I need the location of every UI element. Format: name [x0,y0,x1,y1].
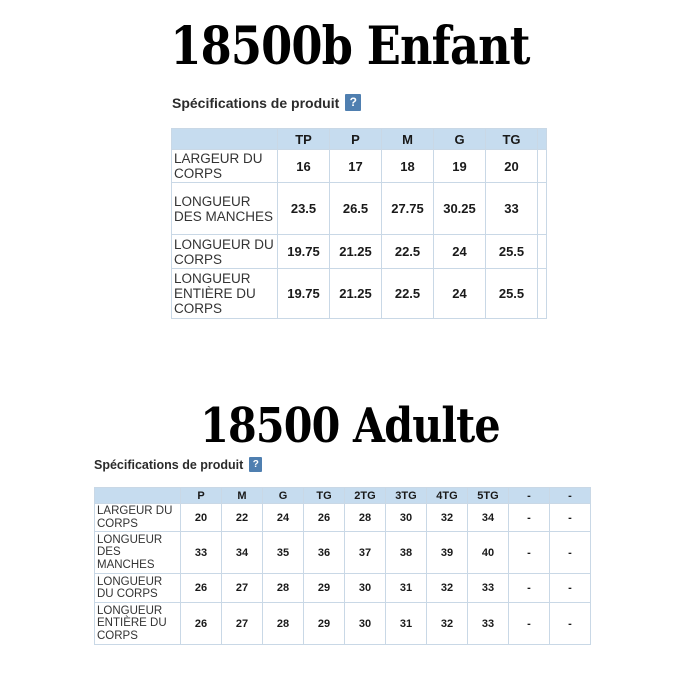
table-cell: 36 [304,532,345,574]
size-header: M [222,488,263,504]
table-cell: 39 [427,532,468,574]
adult-spec-title [94,457,262,472]
size-header: P [181,488,222,504]
spacer-cell [538,269,547,319]
child-heading: 18500b Enfant [170,16,530,77]
table-cell: 16 [278,150,330,183]
table-cell: 22 [222,504,263,532]
table-cell: 27.75 [382,183,434,235]
table-cell: 26 [181,574,222,603]
table-cell: 30 [345,603,386,645]
table-cell: - [550,603,591,645]
table-cell: 30.25 [434,183,486,235]
table-cell: 28 [263,603,304,645]
table-cell: 30 [386,504,427,532]
table-cell: 27 [222,603,263,645]
table-cell: 24 [434,235,486,269]
table-row [95,532,591,574]
child-size-table [171,128,547,319]
size-header: 3TG [386,488,427,504]
table-cell: 19.75 [278,235,330,269]
table-cell: 19.75 [278,269,330,319]
row-label: LONGUEUR DES MANCHES [172,183,278,235]
table-cell: 33 [181,532,222,574]
table-cell: 18 [382,150,434,183]
child-spec-title [172,94,361,111]
table-cell: 30 [345,574,386,603]
size-header: TP [278,129,330,150]
table-cell: 34 [222,532,263,574]
table-cell: - [509,532,550,574]
size-header: TG [486,129,538,150]
table-cell: 32 [427,504,468,532]
table-cell: 38 [386,532,427,574]
table-cell: 29 [304,574,345,603]
table-cell: 29 [304,603,345,645]
header-corner [172,129,278,150]
table-cell: 19 [434,150,486,183]
table-cell: 22.5 [382,235,434,269]
table-cell: 31 [386,574,427,603]
row-label: LONGUEUR DES MANCHES [95,532,181,574]
table-cell: 33 [468,603,509,645]
size-header: G [263,488,304,504]
table-cell: 25.5 [486,235,538,269]
table-header-row [172,129,547,150]
table-cell: 20 [181,504,222,532]
spacer-cell [538,183,547,235]
table-cell: 25.5 [486,269,538,319]
table-cell: 17 [330,150,382,183]
table-row [172,269,547,319]
table-cell: 40 [468,532,509,574]
child-spec-title-text: Spécifications de produit [172,94,340,111]
table-header-row [95,488,591,504]
table-cell: - [550,532,591,574]
table-cell: 20 [486,150,538,183]
table-cell: 33 [486,183,538,235]
table-cell: 32 [427,574,468,603]
row-label: LARGEUR DU CORPS [172,150,278,183]
table-cell: 21.25 [330,269,382,319]
help-icon[interactable]: ? [249,457,262,472]
table-cell: - [509,504,550,532]
table-cell: 28 [345,504,386,532]
adult-size-table [94,487,591,645]
row-label: LARGEUR DU CORPS [95,504,181,532]
table-row [172,235,547,269]
table-cell: 21.25 [330,235,382,269]
table-cell: 35 [263,532,304,574]
table-cell: 31 [386,603,427,645]
row-label: LONGUEUR ENTIÈRE DU CORPS [95,603,181,645]
size-header: 4TG [427,488,468,504]
table-row [172,183,547,235]
size-header: TG [304,488,345,504]
header-spacer [538,129,547,150]
row-label: LONGUEUR DU CORPS [172,235,278,269]
size-header: - [550,488,591,504]
table-cell: 32 [427,603,468,645]
table-cell: 33 [468,574,509,603]
help-icon[interactable]: ? [345,94,361,111]
row-label: LONGUEUR ENTIÈRE DU CORPS [172,269,278,319]
size-header: 5TG [468,488,509,504]
size-header: 2TG [345,488,386,504]
table-row [172,150,547,183]
table-cell: 24 [263,504,304,532]
table-cell: 26 [304,504,345,532]
size-header: P [330,129,382,150]
table-cell: 26 [181,603,222,645]
table-cell: 23.5 [278,183,330,235]
size-header: - [509,488,550,504]
table-cell: - [550,504,591,532]
adult-spec-title-text: Spécifications de produit [94,457,244,472]
spacer-cell [538,235,547,269]
table-row [95,603,591,645]
table-cell: 24 [434,269,486,319]
table-cell: 22.5 [382,269,434,319]
table-cell: 26.5 [330,183,382,235]
table-cell: - [550,574,591,603]
table-row [95,574,591,603]
table-cell: 28 [263,574,304,603]
table-cell: - [509,603,550,645]
row-label: LONGUEUR DU CORPS [95,574,181,603]
adult-heading: 18500 Adulte [200,398,500,454]
header-corner [95,488,181,504]
table-cell: 34 [468,504,509,532]
size-header: M [382,129,434,150]
table-cell: 27 [222,574,263,603]
spacer-cell [538,150,547,183]
table-cell: 37 [345,532,386,574]
size-header: G [434,129,486,150]
table-row [95,504,591,532]
table-cell: - [509,574,550,603]
